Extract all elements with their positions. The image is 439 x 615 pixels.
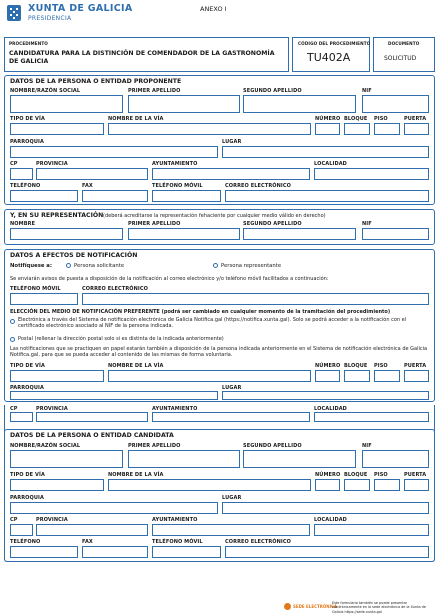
label-cand-cp: CP [10,517,18,523]
label-fax: FAX [82,183,93,189]
first-surname-field[interactable] [128,95,240,113]
label-cand-place: LUGAR [222,495,242,501]
label-cand-province: PROVINCIA [36,517,68,523]
label-block: BLOQUE [344,116,368,122]
procedure-box [4,37,289,72]
label-notify-parish: PARROQUIA [10,385,44,391]
nif-field[interactable] [362,95,429,113]
notify-mobile-field[interactable] [10,293,78,305]
label-cand-parish: PARROQUIA [10,495,44,501]
notice-text: Se enviarán avisos de puesta a disposición de la notificación al correo electrónico y/o teléfono móvil facilitados a continuación: [10,276,329,282]
logo-subtitle: PRESIDENCIA [28,15,72,22]
notify-street-name-field[interactable] [108,370,311,382]
door-field[interactable] [404,123,429,135]
label-cand-floor: PISO [374,472,388,478]
notify-label: Notifíquese a: [10,263,52,269]
notify-street-type-field[interactable] [10,370,104,382]
label-door: PUERTA [404,116,427,122]
label-cand-fax: FAX [82,539,93,545]
label-council: AYUNTAMIENTO [152,161,198,167]
street-type-field[interactable] [10,123,104,135]
cand-locality-field[interactable] [314,524,429,536]
council-field[interactable] [152,168,310,180]
cand-second-surname-field[interactable] [243,450,356,468]
logo-title: XUNTA DE GALICIA [28,3,133,14]
label-cand-street-name: NOMBRE DE LA VÍA [108,472,164,478]
label-parish: PARROQUIA [10,139,44,145]
choice-title: ELECCIÓN DEL MEDIO DE NOTIFICACIÓN PREFERENTE (podrá ser cambiado en cualquier momento de la tramitación del procedimiento) [10,309,391,315]
radio-representative[interactable] [213,263,218,268]
phone-field[interactable] [10,190,78,202]
notify-place-field[interactable] [222,391,429,400]
procedure-code-box [292,37,370,72]
cp-field[interactable] [10,168,33,180]
cand-number-field[interactable] [315,479,340,491]
radio-applicant[interactable] [66,263,71,268]
label-province: PROVINCIA [36,161,68,167]
section-representative-title: Y, EN SU REPRESENTACIÓN [10,212,104,219]
annex-label: ANEXO I [200,5,227,13]
label-notify-place: LUGAR [222,385,242,391]
parish-field[interactable] [10,146,218,158]
cand-email-field[interactable] [225,546,429,558]
cand-place-field[interactable] [222,502,429,514]
block-field[interactable] [344,123,370,135]
label-cand-street-type: TIPO DE VÍA [10,472,45,478]
label-cand-first-surname: PRIMER APELLIDO [128,443,181,449]
label-cand-door: PUERTA [404,472,427,478]
label-notify-cp: CP [10,406,18,412]
notify-number-field[interactable] [315,370,340,382]
street-name-field[interactable] [108,123,311,135]
label-cand-council: AYUNTAMIENTO [152,517,198,523]
section-applicant-title: DATOS DE LA PERSONA O ENTIDAD PROPONENTE [10,78,182,85]
label-rep-first-surname: PRIMER APELLIDO [128,221,181,227]
label-first-surname: PRIMER APELLIDO [128,88,181,94]
label-nif: NIF [362,88,372,94]
label-phone: TELÉFONO [10,183,41,189]
place-field[interactable] [222,146,429,158]
label-notify-council: AYUNTAMIENTO [152,406,198,412]
label-rep-name: NOMBRE [10,221,36,227]
label-cp: CP [10,161,18,167]
label-notify-mobile: TELÉFONO MÓVIL [10,286,61,292]
second-surname-field[interactable] [243,95,356,113]
label-cand-block: BLOQUE [344,472,368,478]
province-field[interactable] [36,168,148,180]
cand-fax-field[interactable] [82,546,148,558]
cand-parish-field[interactable] [10,502,218,514]
notify-email-field[interactable] [82,293,429,305]
label-second-surname: SEGUNDO APELLIDO [243,88,302,94]
label-cand-phone: TELÉFONO [10,539,41,545]
option-applicant-label: Persona solicitante [74,263,125,269]
label-cand-number: NÚMERO [315,472,341,478]
label-floor: PISO [374,116,388,122]
fax-field[interactable] [82,190,148,202]
code-label: CÓDIGO DEL PROCEDIMIENTO [298,41,371,46]
label-rep-second-surname: SEGUNDO APELLIDO [243,221,302,227]
cand-street-name-field[interactable] [108,479,311,491]
label-locality: LOCALIDAD [314,161,347,167]
xunta-shield-icon [6,4,22,22]
mobile-field[interactable] [152,190,221,202]
section-notification-title: DATOS A EFECTOS DE NOTIFICACIÓN [10,252,138,259]
document-box [373,37,435,72]
label-number: NÚMERO [315,116,341,122]
label-street-type: TIPO DE VÍA [10,116,45,122]
radio-postal[interactable] [10,337,15,342]
label-notify-number: NÚMERO [315,363,341,369]
number-field[interactable] [315,123,340,135]
option-representative-label: Persona representante [221,263,282,269]
postal-option: Postal (rellenar la dirección postal solo si es distinta de la indicada anteriormente) [18,336,224,342]
floor-field[interactable] [374,123,400,135]
document-value: SOLICITUD [384,55,417,62]
section-candidate-title: DATOS DE LA PERSONA O ENTIDAD CANDIDATA [10,432,174,439]
notify-parish-field[interactable] [10,391,218,400]
notify-door-field[interactable] [404,370,429,382]
label-notify-door: PUERTA [404,363,427,369]
radio-electronic[interactable] [10,319,15,324]
label-notify-street-type: TIPO DE VÍA [10,363,45,369]
label-notify-locality: LOCALIDAD [314,406,347,412]
footer-text: Este formulario también se puede presentar electrónicamente en la sede electrónica de la Xunta de Galicia https://sede.xunta.gal [332,601,426,614]
cand-province-field[interactable] [36,524,148,536]
label-mobile: TELÉFONO MÓVIL [152,183,203,189]
cand-council-field[interactable] [152,524,310,536]
electronic-option: Electrónica a través del Sistema de notificación electrónica de Galicia Notifica.gal (https://notifica.xunta.gal). Solo se podrá acceder a la notificación con el certificado electrónico asociado al NIF de la persona indicada. [18,317,407,330]
label-notify-floor: PISO [374,363,388,369]
locality-field[interactable] [314,168,429,180]
cand-door-field[interactable] [404,479,429,491]
notify-block-field[interactable] [344,370,370,382]
sede-label: SEDE ELECTRÓNICA [293,604,338,609]
label-rep-nif: NIF [362,221,372,227]
sede-icon [284,603,291,610]
cand-street-type-field[interactable] [10,479,104,491]
cand-name-field[interactable] [10,450,123,468]
label-notify-province: PROVINCIA [36,406,68,412]
label-place: LUGAR [222,139,242,145]
procedure-label: PROCEDIMENTO [9,41,48,46]
xunta-logo [6,4,22,22]
label-cand-locality: LOCALIDAD [314,517,347,523]
document-label: DOCUMENTO [388,41,420,46]
name-field[interactable] [10,95,123,113]
notify-floor-field[interactable] [374,370,400,382]
label-cand-email: CORREO ELECTRÓNICO [225,539,291,545]
cand-mobile-field[interactable] [152,546,221,558]
label-notify-street-name: NOMBRE DE LA VÍA [108,363,164,369]
procedure-title: CANDIDATURA PARA LA DISTINCIÓN DE COMENDADOR DE LA GASTRONOMÍA DE GALICIA [9,50,275,65]
label-email: CORREO ELECTRÓNICO [225,183,291,189]
email-field[interactable] [225,190,429,202]
rep-second-surname-field[interactable] [243,228,356,240]
cand-block-field[interactable] [344,479,370,491]
label-cand-name: NOMBRE/RAZÓN SOCIAL [10,443,81,449]
label-name: NOMBRE/RAZÓN SOCIAL [10,88,81,94]
label-cand-second-surname: SEGUNDO APELLIDO [243,443,302,449]
rep-nif-field[interactable] [362,228,429,240]
label-notify-email: CORREO ELECTRÓNICO [82,286,148,292]
cand-nif-field[interactable] [362,450,429,468]
paper-note: Las notificaciones que se practiquen en papel estarán también a disposición de la persona indicada anteriormente en el Sistema de notificación electrónica de Galicia Notifica.gal, para que se pueda acceder al contenido de las mismas de forma voluntaria. [10,346,428,359]
rep-name-field[interactable] [10,228,123,240]
cand-phone-field[interactable] [10,546,78,558]
label-cand-mobile: TELÉFONO MÓVIL [152,539,203,545]
cand-first-surname-field[interactable] [128,450,240,468]
code-value: TU402A [307,51,351,64]
cand-floor-field[interactable] [374,479,400,491]
cand-cp-field[interactable] [10,524,33,536]
label-cand-nif: NIF [362,443,372,449]
label-notify-block: BLOQUE [344,363,368,369]
representative-note: (deberá acreditarse la representación fehaciente por cualquier medio válido en derecho) [103,213,326,219]
rep-first-surname-field[interactable] [128,228,240,240]
label-street-name: NOMBRE DE LA VÍA [108,116,164,122]
